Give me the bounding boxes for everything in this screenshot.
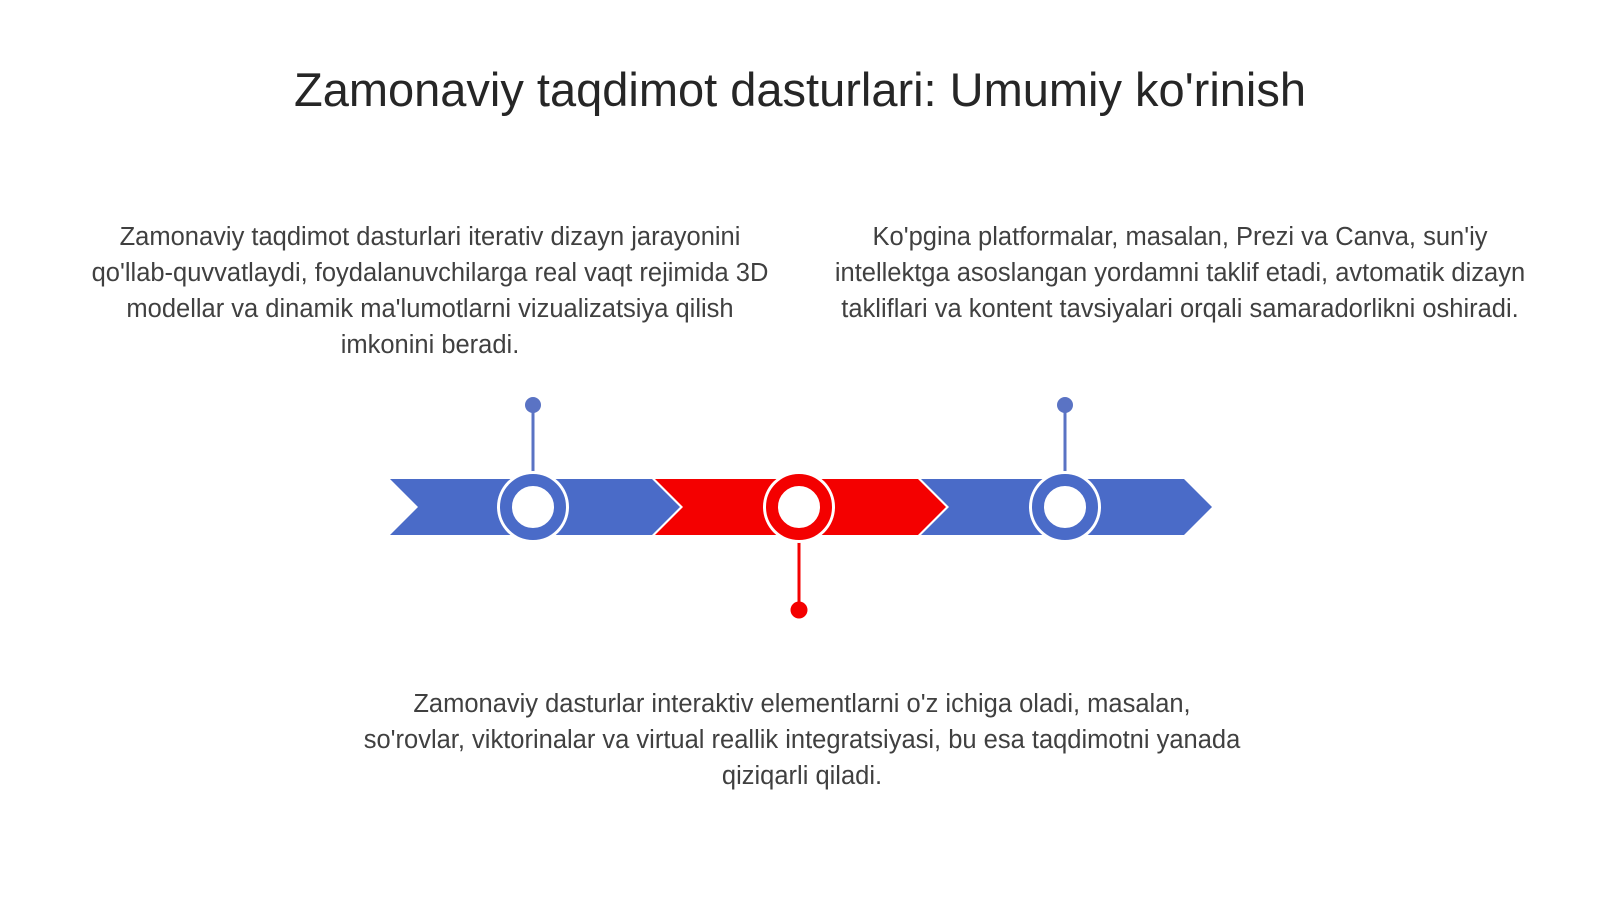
- timeline-node-2: [763, 471, 835, 543]
- timeline-node-3: [1029, 471, 1101, 543]
- timeline-pin-1: [525, 397, 541, 478]
- text-block-bottom: Zamonaviy dasturlar interaktiv elementlarni o'z ichiga oladi, masalan, so'rovlar, viktorinalar va virtual reallik integratsiyasi, bu esa taqdimotni yanada qiziqarli qiladi.: [363, 690, 1241, 790]
- timeline-pin-2: [791, 530, 808, 619]
- timeline-node-1: [497, 471, 569, 543]
- timeline-pin-3: [1057, 397, 1073, 478]
- slide-title: Zamonaviy taqdimot dasturlari: Umumiy ko'rinish: [294, 63, 1306, 116]
- text-block-right: Ko'pgina platformalar, masalan, Prezi va Canva, sun'iy intellektga asoslangan yordamni taklif etadi, avtomatik dizayn takliflari va kontent tavsiyalari orqali samaradorlikni oshiradi.: [834, 223, 1526, 323]
- text-block-left: Zamonaviy taqdimot dasturlari iterativ dizayn jarayonini qo'llab-quvvatlaydi, foydalanuvchilarga real vaqt rejimida 3D modellar va dinamik ma'lumotlarni vizualizatsiya qilish imkonini beradi.: [91, 223, 769, 359]
